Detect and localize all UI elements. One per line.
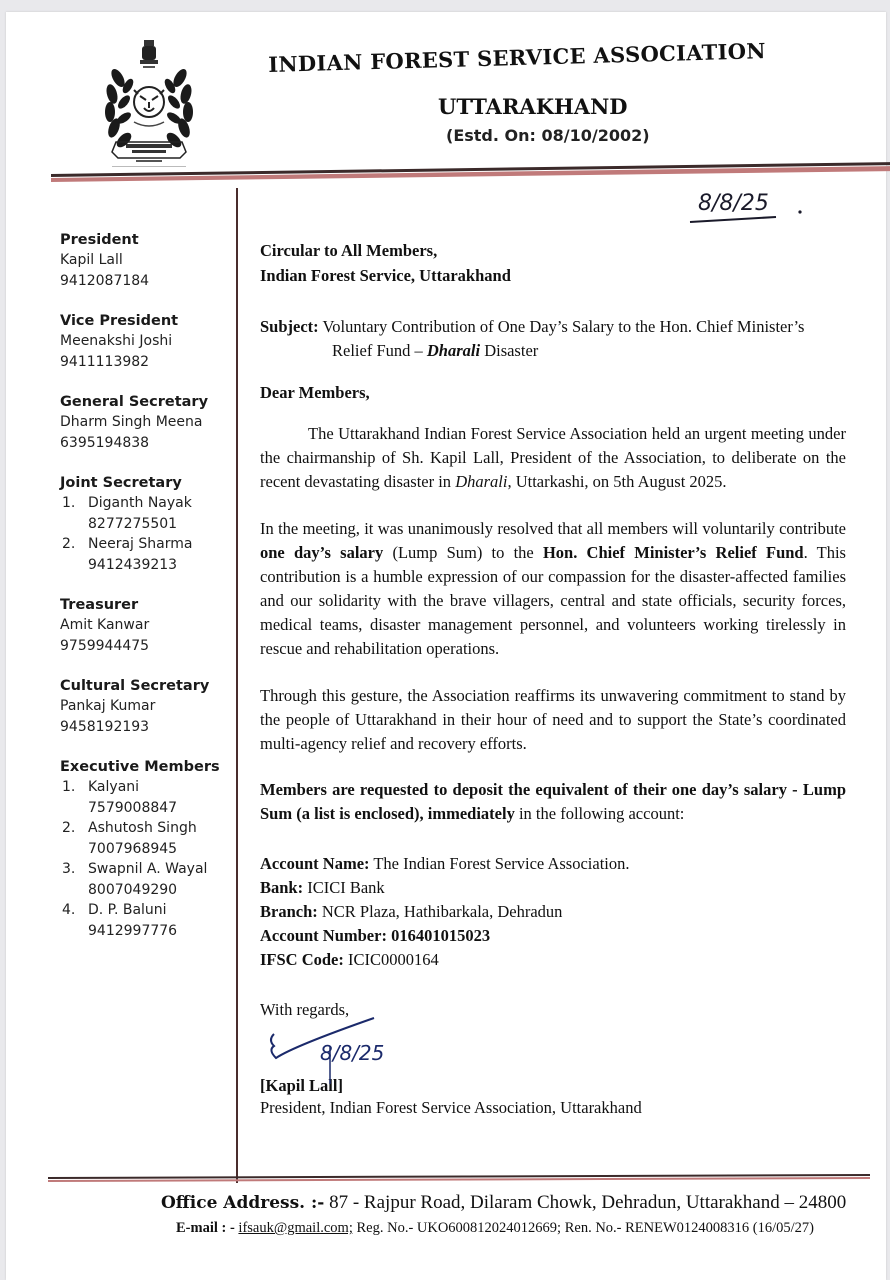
office-bearer-joint-secretary xyxy=(60,473,235,575)
value: NCR Plaza, Hathibarkala, Dehradun xyxy=(317,902,563,921)
paragraph-2 xyxy=(260,517,846,661)
value: ICICI Bank xyxy=(303,878,385,897)
email-label: E-mail : - xyxy=(176,1220,235,1236)
signature xyxy=(260,1020,846,1076)
label: IFSC Code: xyxy=(260,950,344,969)
signature-date: 8/8/25 xyxy=(320,1041,385,1065)
ifs-association-emblem-icon xyxy=(102,38,196,168)
established-date: (Estd. On: 08/10/2002) xyxy=(446,126,650,145)
member-name: Kapil Lall xyxy=(60,252,123,268)
role-title: Joint Secretary xyxy=(60,475,182,491)
emphasis: Members are requested to deposit the equivalent of their one day’s salary - Lump Sum (a list is enclosed), immediately xyxy=(260,780,846,823)
list-item: 3. Swapnil A. Wayal xyxy=(62,861,208,877)
member-name: Neeraj Sharma xyxy=(88,536,193,552)
subject-label: Subject: xyxy=(260,317,319,336)
member-phone: 9411113982 xyxy=(60,353,150,370)
member-name: D. P. Baluni xyxy=(88,902,167,918)
salutation: Dear Members, xyxy=(260,383,370,402)
executive-members xyxy=(60,757,235,941)
bank-row xyxy=(260,876,846,900)
list-item: 2. Ashutosh Singh xyxy=(62,820,197,836)
label: Account Name: xyxy=(260,854,370,873)
office-bearer-general-secretary xyxy=(60,392,235,453)
subject-text: Voluntary Contribution of One Day’s Salary to the Hon. Chief Minister’s xyxy=(318,317,805,336)
member-name: Meenakshi Joshi xyxy=(60,333,173,349)
office-bearers-sidebar xyxy=(60,230,235,961)
addressee-line: Circular to All Members, xyxy=(260,241,438,260)
office-bearer-vice-president xyxy=(60,311,235,372)
text: The Uttarakhand Indian Forest Service Association held an urgent meeting under the chairmanship of Sh. Kapil Lall, President of the Association, to deliberate on the recent devastating disaster in xyxy=(260,424,846,491)
signatory-name: [Kapil Lall] xyxy=(260,1076,343,1095)
member-phone: 7579008847 xyxy=(88,799,178,816)
handwritten-date xyxy=(686,182,816,230)
member-phone: 9759944475 xyxy=(60,637,150,654)
letter-body xyxy=(260,238,846,1120)
subject-text: Relief Fund – xyxy=(332,341,427,360)
member-name: Amit Kanwar xyxy=(60,617,150,633)
organization-subtitle: UTTARAKHAND xyxy=(438,94,628,119)
list-item: 1. Kalyani xyxy=(62,779,140,795)
branch-row xyxy=(260,900,846,924)
account-number-row xyxy=(260,924,846,948)
text: in the following account: xyxy=(514,804,685,823)
member-name: Dharm Singh Meena xyxy=(60,414,203,430)
paragraph-4 xyxy=(260,778,846,826)
office-address xyxy=(161,1192,846,1214)
closing: With regards, xyxy=(260,1000,350,1019)
email-link[interactable]: ifsauk@gmail.com; xyxy=(238,1220,353,1236)
registration-numbers: Reg. No.- UKO600812024012669; Ren. No.- RENEW0124008316 (16/05/27) xyxy=(352,1220,814,1236)
address-label: Office Address. :- xyxy=(161,1193,325,1213)
member-phone: 8007049290 xyxy=(88,881,178,898)
list-item: 4. D. P. Baluni xyxy=(62,902,167,918)
role-title: Cultural Secretary xyxy=(60,678,210,694)
member-phone: 8277275501 xyxy=(88,515,178,532)
addressee-line: Indian Forest Service, Uttarakhand xyxy=(260,266,511,285)
member-phone: 9412087184 xyxy=(60,272,150,289)
role-title: General Secretary xyxy=(60,394,209,410)
signature-mark xyxy=(264,1016,424,1086)
office-bearer-president xyxy=(60,230,235,291)
emphasis: Hon. Chief Minister’s Relief Fund xyxy=(542,543,804,562)
list-item: 1. Diganth Nayak xyxy=(62,495,192,511)
office-bearer-cultural-secretary xyxy=(60,676,235,737)
text: , Uttarkashi, on 5th August 2025. xyxy=(507,472,727,491)
member-name: Swapnil A. Wayal xyxy=(88,861,208,877)
office-bearer-treasurer xyxy=(60,595,235,656)
text: . This contribution is a humble expression of our compassion for the disaster-affected families and our solidarity with the brave villagers, central and state officials, security forces, medical teams, disaster management personnel, and volunteers working tirelessly in rescue and rehabilitation operations. xyxy=(260,543,846,658)
value: The Indian Forest Service Association. xyxy=(369,854,630,873)
member-phone: 9412439213 xyxy=(88,556,178,573)
label: Bank: xyxy=(260,878,304,897)
label: Branch: xyxy=(260,902,318,921)
footer-divider xyxy=(48,1174,870,1182)
subject-text: Disaster xyxy=(480,341,539,360)
member-phone: 9412997776 xyxy=(88,922,178,939)
ifsc-row xyxy=(260,948,846,972)
member-name: Diganth Nayak xyxy=(88,495,192,511)
list-item: 2. Neeraj Sharma xyxy=(62,536,193,552)
paragraph-1 xyxy=(260,422,846,494)
value: 016401015023 xyxy=(386,926,491,945)
subject-line xyxy=(260,315,846,363)
contact-line xyxy=(176,1220,814,1237)
role-title: President xyxy=(60,232,139,248)
role-title: Executive Members xyxy=(60,759,220,775)
text: In the meeting, it was unanimously resolved that all members will voluntarily contribute xyxy=(260,519,846,538)
label: Account Number: xyxy=(260,926,387,945)
member-name: Ashutosh Singh xyxy=(88,820,197,836)
member-name: Pankaj Kumar xyxy=(60,698,156,714)
member-phone: 9458192193 xyxy=(60,718,150,735)
member-name: Kalyani xyxy=(88,779,140,795)
role-title: Treasurer xyxy=(60,597,139,613)
letter-page xyxy=(6,12,886,1280)
organization-title: INDIAN FOREST SERVICE ASSOCIATION xyxy=(268,38,767,77)
member-phone: 6395194838 xyxy=(60,434,150,451)
place-name: Dharali xyxy=(455,472,508,491)
member-phone: 7007968945 xyxy=(88,840,178,857)
emphasis: one day’s salary xyxy=(260,543,384,562)
text: (Lump Sum) to the xyxy=(383,543,543,562)
paragraph-3: Through this gesture, the Association reaffirms its unwavering commitment to stand by the people of Uttarakhand in their hour of need and to support the State’s coordinated multi-agency relief and recovery efforts. xyxy=(260,686,846,753)
handwritten-date-text: 8/8/25 xyxy=(698,191,769,216)
account-name-row xyxy=(260,852,846,876)
subject-emphasis: Dharali xyxy=(426,341,481,360)
column-divider xyxy=(236,188,238,1183)
signatory-role: President, Indian Forest Service Association, Uttarakhand xyxy=(260,1098,642,1117)
value: ICIC0000164 xyxy=(343,950,439,969)
account-details xyxy=(260,852,846,972)
addressee xyxy=(260,238,846,288)
address-value: 87 - Rajpur Road, Dilaram Chowk, Dehradun, Uttarakhand – 24800 xyxy=(324,1192,847,1213)
role-title: Vice President xyxy=(60,313,179,329)
